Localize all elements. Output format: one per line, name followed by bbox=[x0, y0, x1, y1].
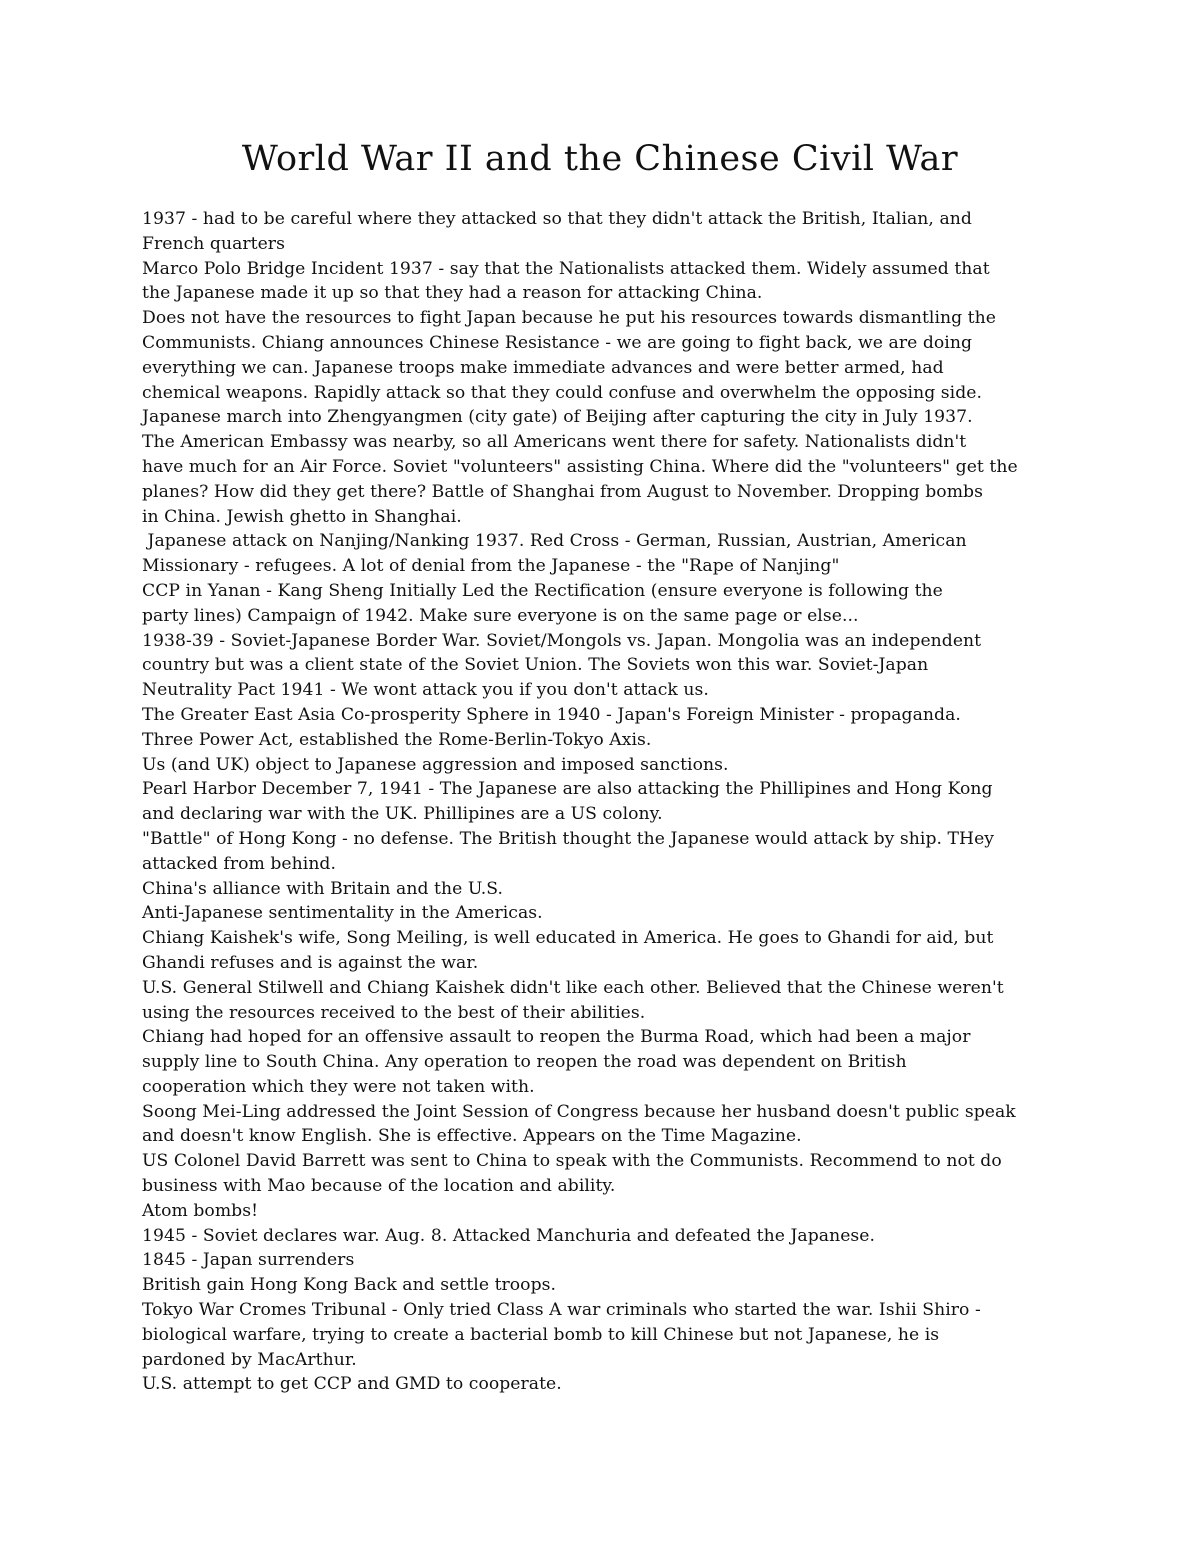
document-line: and declaring war with the UK. Phillipines are a US colony. bbox=[142, 804, 663, 825]
document-line: Soong Mei-Ling addressed the Joint Session of Congress because her husband doesn't public speak bbox=[142, 1101, 1016, 1122]
document-line: pardoned by MacArthur. bbox=[142, 1349, 357, 1370]
document-line: Ghandi refuses and is against the war. bbox=[142, 952, 479, 973]
document-line: party lines) Campaign of 1942. Make sure everyone is on the same page or else... bbox=[142, 605, 859, 626]
document-line: 1845 - Japan surrenders bbox=[142, 1250, 355, 1271]
document-line: Three Power Act, established the Rome-Berlin-Tokyo Axis. bbox=[142, 729, 652, 750]
document-line: cooperation which they were not taken with. bbox=[142, 1076, 535, 1097]
document-line: supply line to South China. Any operation to reopen the road was dependent on British bbox=[142, 1052, 907, 1073]
document-line: Atom bombs! bbox=[142, 1200, 259, 1221]
document-line: Japanese march into Zhengyangmen (city gate) of Beijing after capturing the city in July 1937. bbox=[142, 407, 973, 428]
document-line: in China. Jewish ghetto in Shanghai. bbox=[142, 506, 462, 527]
document-line: the Japanese made it up so that they had a reason for attacking China. bbox=[142, 283, 763, 304]
document-line: 1938-39 - Soviet-Japanese Border War. Soviet/Mongols vs. Japan. Mongolia was an independent bbox=[142, 630, 982, 651]
document-line: Us (and UK) object to Japanese aggression and imposed sanctions. bbox=[142, 754, 729, 775]
document-line: business with Mao because of the location and ability. bbox=[142, 1176, 616, 1197]
document-line: Pearl Harbor December 7, 1941 - The Japanese are also attacking the Phillipines and Hong Kong bbox=[142, 779, 993, 800]
document-line: Communists. Chiang announces Chinese Resistance - we are going to fight back, we are doing bbox=[142, 332, 973, 353]
document-line: planes? How did they get there? Battle of Shanghai from August to November. Dropping bombs bbox=[142, 481, 983, 502]
document-line: country but was a client state of the Soviet Union. The Soviets won this war. Soviet-Japan bbox=[142, 655, 929, 676]
document-line: French quarters bbox=[142, 233, 285, 254]
document-line: Tokyo War Cromes Tribunal - Only tried Class A war criminals who started the war. Ishii Shiro - bbox=[142, 1300, 981, 1321]
document-line: biological warfare, trying to create a bacterial bomb to kill Chinese but not Japanese, he is bbox=[142, 1324, 940, 1345]
document-line: have much for an Air Force. Soviet "volunteers" assisting China. Where did the "volunteers" get the bbox=[142, 456, 1018, 477]
document-line: attacked from behind. bbox=[142, 853, 336, 874]
document-line: Japanese attack on Nanjing/Nanking 1937. Red Cross - German, Russian, Austrian, American bbox=[142, 531, 967, 552]
document-line: using the resources received to the best of their abilities. bbox=[142, 1002, 646, 1023]
document-line: and doesn't know English. She is effective. Appears on the Time Magazine. bbox=[142, 1126, 802, 1147]
document-line: Missionary - refugees. A lot of denial from the Japanese - the "Rape of Nanjing" bbox=[142, 556, 840, 577]
document-line: The Greater East Asia Co-prosperity Sphere in 1940 - Japan's Foreign Minister - propaganda. bbox=[142, 704, 961, 725]
document-line: Chiang Kaishek's wife, Song Meiling, is well educated in America. He goes to Ghandi for aid, but bbox=[142, 928, 994, 949]
document-line: CCP in Yanan - Kang Sheng Initially Led the Rectification (ensure everyone is following the bbox=[142, 580, 943, 601]
document-line: 1945 - Soviet declares war. Aug. 8. Attacked Manchuria and defeated the Japanese. bbox=[142, 1225, 876, 1246]
document-line: The American Embassy was nearby, so all Americans went there for safety. Nationalists didn't bbox=[142, 432, 967, 453]
document-line: Does not have the resources to fight Japan because he put his resources towards dismantling the bbox=[142, 308, 996, 329]
document-line: chemical weapons. Rapidly attack so that they could confuse and overwhelm the opposing side. bbox=[142, 382, 982, 403]
document-title: World War II and the Chinese Civil War bbox=[241, 139, 959, 179]
document-line: "Battle" of Hong Kong - no defense. The British thought the Japanese would attack by ship. THey bbox=[142, 828, 995, 849]
document-line: Anti-Japanese sentimentality in the Americas. bbox=[142, 903, 543, 924]
document-line: Marco Polo Bridge Incident 1937 - say that the Nationalists attacked them. Widely assumed that bbox=[142, 258, 990, 279]
document-line: Neutrality Pact 1941 - We wont attack you if you don't attack us. bbox=[142, 680, 709, 701]
document-line: Chiang had hoped for an offensive assault to reopen the Burma Road, which had been a major bbox=[142, 1027, 971, 1048]
document-line: British gain Hong Kong Back and settle troops. bbox=[142, 1275, 557, 1296]
document-line: U.S. General Stilwell and Chiang Kaishek didn't like each other. Believed that the Chinese weren't bbox=[142, 977, 1004, 998]
document-line: China's alliance with Britain and the U.S. bbox=[142, 878, 504, 899]
document-line: US Colonel David Barrett was sent to China to speak with the Communists. Recommend to not do bbox=[142, 1151, 1002, 1172]
document-line: 1937 - had to be careful where they attacked so that they didn't attack the British, Italian, and bbox=[142, 209, 972, 229]
document-line: everything we can. Japanese troops make immediate advances and were better armed, had bbox=[142, 357, 944, 378]
document-line: U.S. attempt to get CCP and GMD to cooperate. bbox=[142, 1374, 562, 1395]
document-body bbox=[142, 207, 1066, 1397]
